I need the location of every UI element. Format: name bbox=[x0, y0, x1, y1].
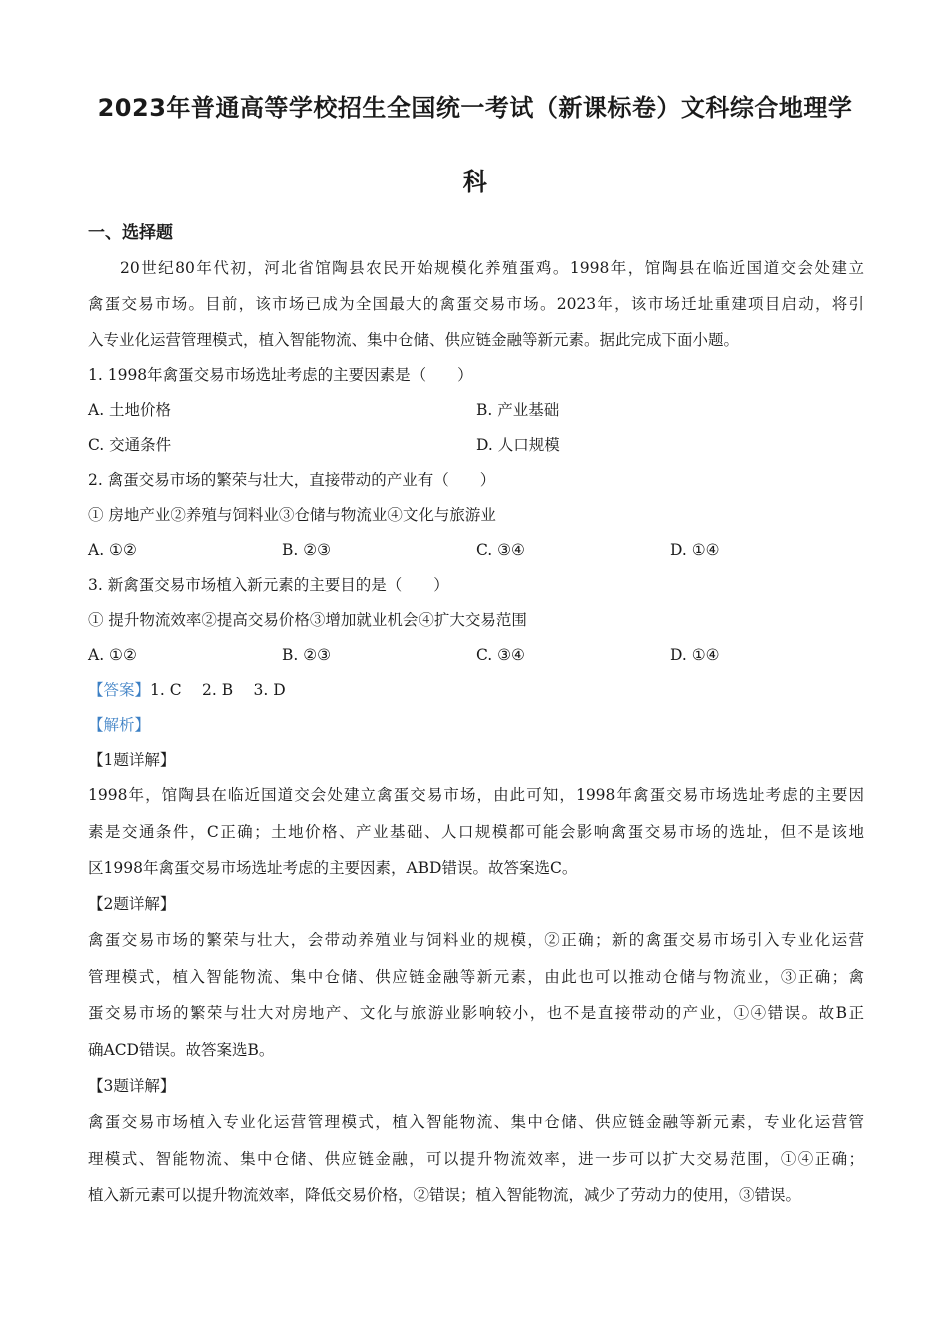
q1-option-d: D. 人口规模 bbox=[476, 436, 560, 454]
q1-option-c: C. 交通条件 bbox=[88, 436, 172, 454]
detail-3-line: 禽蛋交易市场植入专业化运营管理模式，植入智能物流、集中仓储、供应链金融等新元素，专业化运营管 bbox=[88, 1113, 864, 1131]
passage-line: 禽蛋交易市场。目前，该市场已成为全国最大的禽蛋交易市场。2023年，该市场迁址重建项目启动，将引 bbox=[88, 295, 864, 313]
document-title: 2023年普通高等学校招生全国统一考试（新课标卷）文科综合地理学 bbox=[97, 94, 853, 122]
detail-2-line: 确ACD错误。故答案选B。 bbox=[88, 1041, 275, 1059]
detail-3-line: 理模式、智能物流、集中仓储、供应链金融，可以提升物流效率，进一步可以扩大交易范围，①④正确； bbox=[88, 1150, 864, 1168]
question-2-stem: 2. 禽蛋交易市场的繁荣与壮大，直接带动的产业有（ ） bbox=[88, 471, 496, 489]
detail-1-line: 素是交通条件，C正确；土地价格、产业基础、人口规模都可能会影响禽蛋交易市场的选址，但不是该地 bbox=[88, 823, 864, 841]
section-heading: 一、选择题 bbox=[88, 223, 173, 243]
detail-2-line: 蛋交易市场的繁荣与壮大对房地产、文化与旅游业影响较小，也不是直接带动的产业，①④错误。故B正 bbox=[88, 1004, 864, 1022]
q2-option-c: C. ③④ bbox=[476, 541, 525, 559]
detail-1-label: 【1题详解】 bbox=[88, 751, 176, 769]
detail-1-line: 区1998年禽蛋交易市场选址考虑的主要因素，ABD错误。故答案选C。 bbox=[88, 859, 578, 877]
q3-option-b: B. ②③ bbox=[282, 646, 332, 664]
q3-option-c: C. ③④ bbox=[476, 646, 525, 664]
detail-2-line: 管理模式，植入智能物流、集中仓储、供应链金融等新元素，由此也可以推动仓储与物流业，③正确；禽 bbox=[88, 968, 864, 986]
q2-option-b: B. ②③ bbox=[282, 541, 332, 559]
answer-row bbox=[88, 679, 864, 701]
passage-line: 入专业化运营管理模式，植入智能物流、集中仓储、供应链金融等新元素。据此完成下面小题。 bbox=[88, 331, 740, 349]
detail-3-line: 植入新元素可以提升物流效率，降低交易价格，②错误；植入智能物流，减少了劳动力的使用，③错误。 bbox=[88, 1186, 802, 1204]
question-2-items: ① 房地产业②养殖与饲料业③仓储与物流业④文化与旅游业 bbox=[88, 506, 496, 524]
document-title-continued: 科 bbox=[462, 168, 488, 196]
question-3-items: ① 提升物流效率②提高交易价格③增加就业机会④扩大交易范围 bbox=[88, 611, 527, 629]
q2-option-d: D. ①④ bbox=[670, 541, 720, 559]
detail-2-label: 【2题详解】 bbox=[88, 895, 176, 913]
passage-line: 20世纪80年代初，河北省馆陶县农民开始规模化养殖蛋鸡。1998年，馆陶县在临近国道交会处建立 bbox=[120, 259, 864, 277]
detail-1-line: 1998年，馆陶县在临近国道交会处建立禽蛋交易市场，由此可知，1998年禽蛋交易市场选址考虑的主要因 bbox=[88, 786, 864, 804]
q3-option-d: D. ①④ bbox=[670, 646, 720, 664]
detail-3-label: 【3题详解】 bbox=[88, 1077, 176, 1095]
question-1-stem: 1. 1998年禽蛋交易市场选址考虑的主要因素是（ ） bbox=[88, 366, 473, 384]
analysis-label: 【解析】 bbox=[88, 716, 151, 734]
q2-option-a: A. ①② bbox=[88, 541, 137, 559]
q3-option-a: A. ①② bbox=[88, 646, 137, 664]
detail-2-line: 禽蛋交易市场的繁荣与壮大，会带动养殖业与饲料业的规模，②正确；新的禽蛋交易市场引入专业化运营 bbox=[88, 931, 864, 949]
answer-text: 1. C 2. B 3. D bbox=[150, 681, 286, 699]
answer-label: 【答案】 bbox=[88, 681, 151, 699]
question-3-stem: 3. 新禽蛋交易市场植入新元素的主要目的是（ ） bbox=[88, 576, 449, 594]
q1-option-b: B. 产业基础 bbox=[476, 401, 560, 419]
q1-option-a: A. 土地价格 bbox=[88, 401, 172, 419]
